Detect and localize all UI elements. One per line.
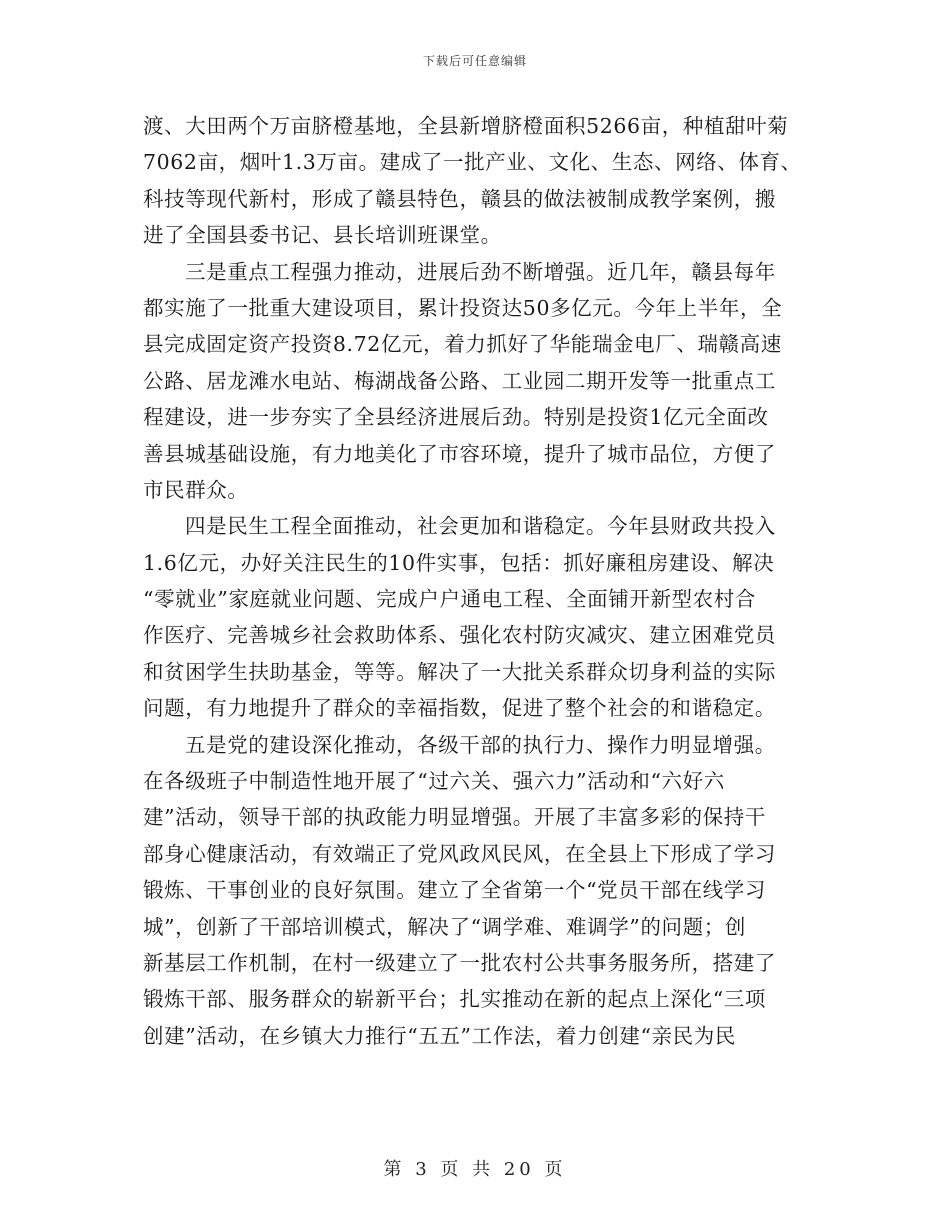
text-line: 锻炼干部、服务群众的崭新平台；扎实推动在新的起点上深化“三项 [143,987,766,1012]
text-line: 1.6亿元，办好关注民生的10件实事，包括：抓好廉租房建设、解决 [143,550,775,575]
text-line: 在各级班子中制造性地开展了“过六关、强六力”活动和“六好六 [143,769,725,794]
text-line: 建”活动，领导干部的执政能力明显增强。开展了丰富多彩的保持干 [143,805,766,830]
text-line: 7062亩，烟叶1.3万亩。建成了一批产业、文化、生态、网络、体育、 [143,150,802,175]
header-note: 下载后可任意编辑 [422,54,527,68]
text-line: 科技等现代新村，形成了赣县特色，赣县的做法被制成教学案例，搬 [143,186,776,211]
text-line: 和贫困学生扶助基金，等等。解决了一大批关系群众切身利益的实际 [143,659,776,684]
page-number-footer: 第 3 页 共 20 页 [383,1159,567,1180]
text-line: 问题，有力地提升了群众的幸福指数，促进了整个社会的和谐稳定。 [143,696,776,721]
text-line: 创建”活动，在乡镇大力推行“五五”工作法，着力创建“亲民为民 [143,1023,736,1048]
text-line: 部身心健康活动，有效端正了党风政风民风，在全县上下形成了学习 [143,841,776,866]
text-line: 公路、居龙滩水电站、梅湖战备公路、工业园二期开发等一批重点工 [143,368,776,393]
text-line: 渡、大田两个万亩脐橙基地，全县新增脐橙面积5266亩，种植甜叶菊 [143,114,789,138]
text-line: 锻炼、干事创业的良好氛围。建立了全省第一个“党员干部在线学习 [143,878,766,903]
text-line: 县完成固定资产投资8.72亿元，着力抓好了华能瑞金电厂、瑞赣高速 [143,332,782,357]
text-line: 作医疗、完善城乡社会救助体系、强化农村防灾减灾、建立困难党员 [143,623,776,648]
text-line: 程建设，进一步夯实了全县经济进展后劲。特别是投资1亿元全面改 [143,405,769,430]
text-line: 都实施了一批重大建设项目，累计投资达50多亿元。今年上半年，全 [143,295,783,320]
body-text [143,108,809,1054]
paragraph-start-line: 三是重点工程强力推动，进展后劲不断增强。近几年，赣县每年 [185,259,776,284]
text-line: 进了全国县委书记、县长培训班课堂。 [143,223,502,248]
text-line: 城”，创新了干部培训模式，解决了“调学难、难调学”的问题；创 [143,914,746,939]
text-line: 新基层工作机制，在村一级建立了一批农村公共事务服务所，搭建了 [143,950,776,975]
text-line: 市民群众。 [143,477,249,502]
text-line: 善县城基础设施，有力地美化了市容环境，提升了城市品位，方便了 [143,441,776,466]
paragraph-start-line: 五是党的建设深化推动，各级干部的执行力、操作力明显增强。 [185,732,776,757]
paragraph-start-line: 四是民生工程全面推动，社会更加和谐稳定。今年县财政共投入 [185,514,776,539]
text-line: “零就业”家庭就业问题、完成户户通电工程、全面铺开新型农村合 [143,587,756,612]
